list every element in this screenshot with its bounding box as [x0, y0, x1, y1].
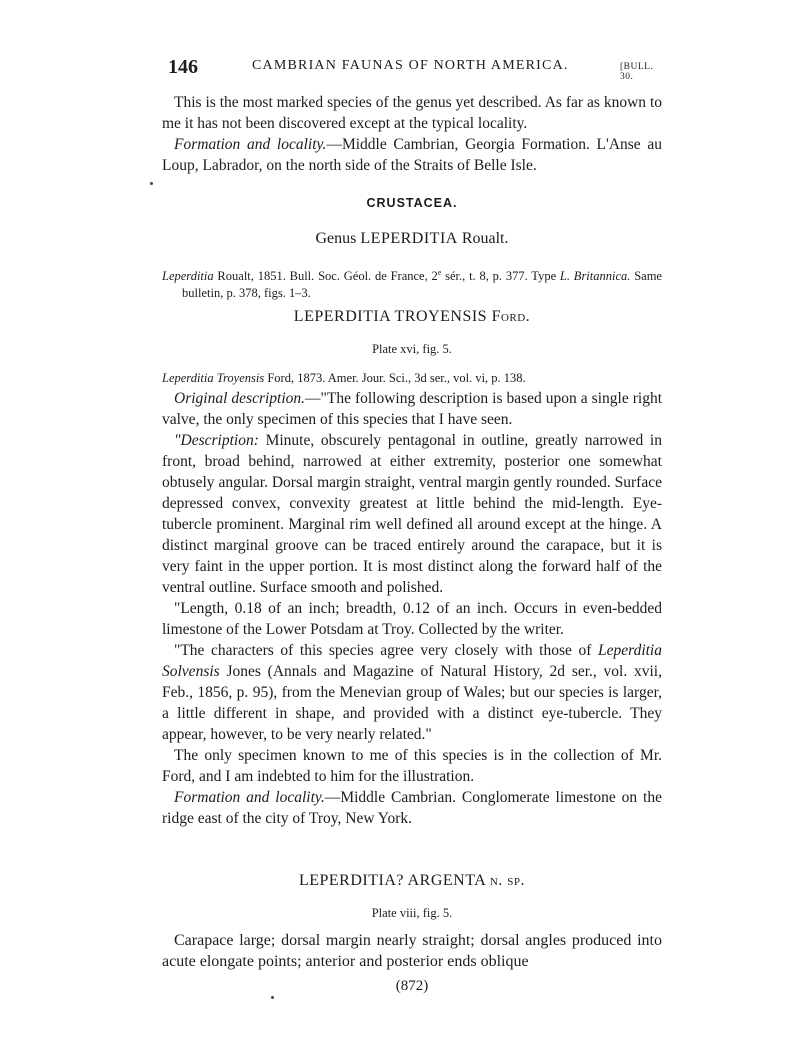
running-title: CAMBRIAN FAUNAS OF NORTH AMERICA.	[252, 58, 569, 73]
intro-paragraph: This is the most marked species of the genus yet described. As far as known to me it has not been discovered except at the typical locality.	[162, 94, 662, 132]
species2-plate: Plate viii, fig. 5.	[371, 906, 453, 920]
genus-ref-name: Leperditia	[162, 269, 214, 284]
species1-body	[162, 388, 662, 829]
description-label: "Description:	[174, 432, 259, 449]
genus-name: LEPERDITIA	[360, 230, 458, 247]
formation-label-1: Formation and locality.	[174, 136, 327, 153]
speck-mark	[271, 996, 274, 999]
original-description	[162, 388, 662, 430]
description-text: Minute, obscurely pentagonal in outline, greatly narrowed in front, broad behind, narrowed at either extremity, posterior one somewhat obtusely angular. Dorsal margin straight, ventral margin gently rounded. Surface depressed convex, convexity greatest at little behind the mid-length. Eye-tubercle prominent. Marginal rim well defined all around except at the hinge. A distinct marginal groove can be traced entirely around the carapace, but it is very faint in the upper portion. It is most distinct along the forward half of the ventral outline. Surface smooth and polished.	[162, 432, 662, 596]
species1-heading	[162, 308, 662, 326]
species1-reference	[162, 370, 662, 387]
characters-paragraph	[162, 640, 662, 745]
genus-reference	[162, 264, 662, 302]
original-description-text: —"The following description is based upon a single right valve, the only specimen of this species that I have seen.	[162, 390, 662, 428]
description-paragraph	[162, 430, 662, 598]
species1-plate: Plate xvi, fig. 5.	[372, 342, 452, 356]
species2-title: LEPERDITIA? ARGENTA	[298, 872, 486, 889]
characters-text-b: Jones (Annals and Magazine of Natural History, 2d ser., vol. xvii, Feb., 1856, p. 95), from the Menevian group of Wales; but our species is larger, a little different in shape, and provided with a distinct eye-tubercle. They appear, however, to be very nearly related."	[162, 663, 662, 743]
genus-author: Roualt.	[457, 230, 509, 247]
genus-ref-b: sér., t. 8, p. 377. Type	[441, 269, 560, 284]
genus-ref-type: L. Britannica.	[559, 269, 631, 284]
length-paragraph: "Length, 0.18 of an inch; breadth, 0.12 of an inch. Occurs in even-bedded limestone of the Lower Potsdam at Troy. Collected by the writer.	[162, 600, 662, 638]
specimen-paragraph: The only specimen known to me of this species is in the collection of Mr. Ford, and I am indebted to him for the illustration.	[162, 747, 662, 785]
page-number: 146	[168, 56, 198, 78]
genus-ref-c: Same bulletin, p. 378, figs. 1–3.	[182, 269, 662, 301]
page-header	[168, 56, 668, 84]
speck-mark	[150, 182, 153, 185]
genus-ref-a: Roualt, 1851. Bull. Soc. Géol. de France, 2	[213, 269, 438, 284]
characters-text-a: "The characters of this species agree very closely with those of	[174, 642, 598, 659]
original-description-label: Original description.	[174, 390, 306, 407]
genus-heading	[162, 230, 662, 248]
formation-paragraph-2	[162, 787, 662, 829]
formation-text-1: —Middle Cambrian, Georgia Formation. L'Anse au Loup, Labrador, on the north side of the Straits of Belle Isle.	[162, 136, 662, 174]
species2-author: n. sp.	[485, 872, 526, 889]
formation-text-2: —Middle Cambrian. Conglomerate limestone on the ridge east of the city of Troy, New York.	[162, 789, 662, 827]
species2-text: Carapace large; dorsal margin nearly straight; dorsal angles produced into acute elongate points; anterior and posterior ends oblique	[162, 932, 662, 970]
species1-author: Ford.	[487, 308, 531, 325]
species1-ref-name: Leperditia Troyensis	[162, 371, 265, 385]
formation-label-2: Formation and locality.	[174, 789, 325, 806]
intro-block	[162, 92, 662, 176]
genus-prefix: Genus	[315, 230, 361, 247]
species2-heading	[162, 872, 662, 890]
species2-body	[162, 930, 662, 972]
species1-title: LEPERDITIA TROYENSIS	[293, 308, 488, 325]
page-footer-number: (872)	[395, 978, 429, 994]
formation-paragraph-1	[162, 134, 662, 176]
bulletin-number: [BULL. 30.	[620, 62, 654, 82]
section-title: CRUSTACEA.	[366, 196, 458, 210]
genus-ref-sup: e	[437, 268, 442, 277]
genus-reference-text	[162, 264, 662, 302]
species1-ref-text: Ford, 1873. Amer. Jour. Sci., 3d ser., vol. vi, p. 138.	[264, 371, 526, 385]
species1-reference-text	[162, 370, 662, 387]
characters-species-name: Leperditia Solvensis	[162, 642, 662, 680]
